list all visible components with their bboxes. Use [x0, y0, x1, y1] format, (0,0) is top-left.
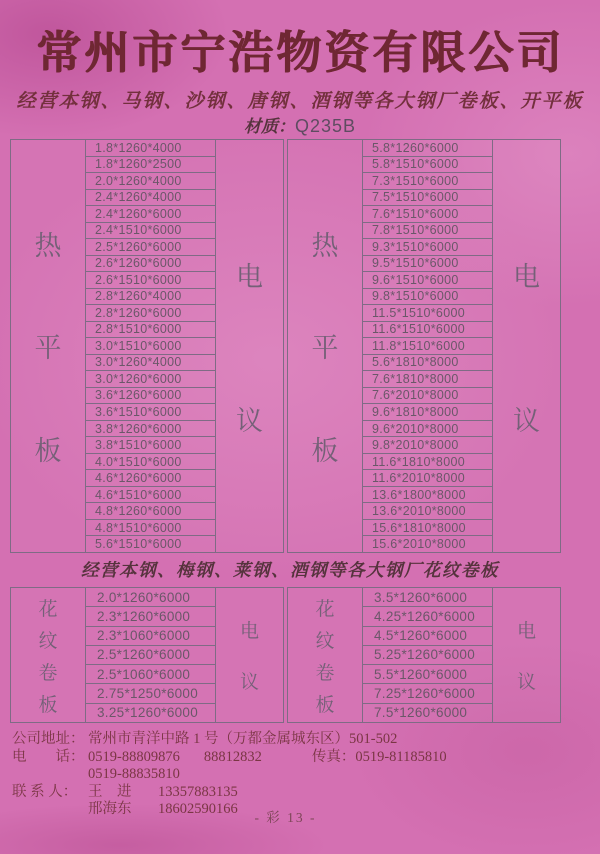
- size-cell: 11.5*1510*6000: [363, 305, 492, 322]
- size-cell: 2.5*1260*6000: [86, 239, 215, 256]
- size-cell: 1.8*1260*4000: [86, 140, 215, 157]
- size-cell: 7.3*1510*6000: [363, 173, 492, 190]
- business-scope-line1: 经营本钢、马钢、沙钢、唐钢、酒钢等各大钢厂卷板、开平板: [16, 91, 584, 112]
- fax-number: 0519-81185810: [355, 748, 447, 765]
- price-char: 电: [236, 261, 263, 292]
- material-label: 材质：: [243, 117, 295, 136]
- category-char: 板: [311, 436, 339, 467]
- checkered-plate-table-right: [287, 587, 561, 723]
- contact-1-phone: 13357883135: [158, 783, 238, 800]
- price-negotiable-label: [216, 140, 283, 552]
- contact-label: 联 系 人：: [12, 783, 78, 800]
- category-char: 花: [315, 598, 335, 620]
- size-cell: 3.0*1260*4000: [86, 355, 215, 372]
- size-cell: 4.6*1510*6000: [86, 487, 215, 504]
- size-cell: 5.8*1510*6000: [363, 157, 492, 174]
- size-cell: 2.8*1260*6000: [86, 305, 215, 322]
- size-cell: 2.0*1260*4000: [86, 173, 215, 190]
- category-label-hot-plate: [288, 140, 363, 552]
- size-cell: 13.6*1800*8000: [363, 487, 492, 504]
- price-char: 议: [513, 405, 540, 436]
- size-cell: 5.6*1510*6000: [95, 537, 182, 552]
- size-cell: 4.8*1260*6000: [86, 503, 215, 520]
- size-cell: 2.8*1510*6000: [86, 322, 215, 339]
- size-cell: 5.5*1260*6000: [363, 665, 492, 684]
- size-cell: 3.6*1260*6000: [86, 388, 215, 405]
- size-cell: 7.6*1810*8000: [363, 371, 492, 388]
- size-cell: 4.25*1260*6000: [363, 607, 492, 626]
- business-scope-line2: 经营本钢、梅钢、莱钢、酒钢等各大钢厂花纹卷板: [81, 560, 499, 580]
- fax-label: 传真：: [311, 748, 356, 765]
- size-cell: 2.0*1260*6000: [86, 588, 215, 607]
- size-cell: 2.75*1250*6000: [86, 684, 215, 703]
- size-cell: 7.25*1260*6000: [363, 684, 492, 703]
- category-char: 热: [311, 230, 339, 261]
- company-title: 常州市宁浩物资有限公司: [35, 28, 564, 78]
- size-cell: 2.5*1060*6000: [86, 665, 215, 684]
- size-cell: 7.6*2010*8000: [363, 388, 492, 405]
- size-cell: 1.8*1260*2500: [86, 157, 215, 174]
- price-char: 电: [516, 621, 536, 642]
- price-char: 议: [516, 672, 536, 693]
- address-label: 公司地址：: [12, 731, 85, 747]
- size-cell: 2.3*1260*6000: [86, 607, 215, 626]
- category-char: 板: [38, 694, 58, 716]
- phone-number-2: 88812832: [203, 748, 262, 765]
- contact-2-name: 邢海东: [88, 801, 132, 817]
- category-char: 花: [38, 598, 58, 620]
- size-cell: 9.6*1810*8000: [363, 404, 492, 421]
- size-cell: 4.8*1510*6000: [86, 520, 215, 537]
- size-cell: 13.6*2010*8000: [363, 503, 492, 520]
- size-cell: 5.6*1810*8000: [363, 355, 492, 372]
- hot-plate-table: [10, 139, 561, 553]
- category-char: 平: [311, 333, 339, 364]
- size-cell: 4.6*1260*6000: [86, 470, 215, 487]
- category-char: 热: [34, 230, 62, 261]
- size-cell: 2.6*1260*6000: [86, 256, 215, 273]
- contact-line-1: [12, 784, 572, 801]
- price-char: 议: [239, 672, 259, 693]
- size-cell: 11.6*1810*8000: [363, 454, 492, 471]
- size-cell: 3.0*1510*6000: [86, 338, 215, 355]
- size-cell: 2.8*1260*4000: [86, 289, 215, 306]
- price-negotiable-label: [493, 140, 560, 552]
- size-list: [363, 588, 493, 722]
- size-list: [363, 140, 493, 552]
- size-cell: 7.8*1510*6000: [363, 223, 492, 240]
- phone-number-3: 0519-88835810: [88, 766, 180, 782]
- price-char: 电: [239, 621, 259, 642]
- category-char: 纹: [315, 630, 335, 652]
- hot-plate-table-left: [10, 139, 284, 553]
- address-value: 常州市青洋中路 1 号（万都金属城东区）501-502: [88, 731, 398, 747]
- size-cell: 5.25*1260*6000: [363, 646, 492, 665]
- size-cell: 3.6*1510*6000: [86, 404, 215, 421]
- phone-label: 电 话：: [12, 748, 85, 765]
- contact-2-phone: 18602590166: [158, 801, 238, 817]
- size-cell: 7.5*1260*6000: [374, 705, 468, 721]
- size-cell: 9.5*1510*6000: [363, 256, 492, 273]
- indent-spacer: [12, 766, 88, 783]
- size-cell: 3.8*1510*6000: [86, 437, 215, 454]
- category-label-hot-plate: [11, 140, 86, 552]
- phone-line: [12, 749, 572, 766]
- size-cell: 2.4*1260*4000: [86, 190, 215, 207]
- size-list: [86, 588, 216, 722]
- phone-line-2: [12, 766, 572, 783]
- category-label-checkered-plate: [288, 588, 363, 722]
- size-cell: 4.5*1260*6000: [363, 627, 492, 646]
- price-char: 电: [513, 261, 540, 292]
- size-cell: 2.5*1260*6000: [86, 646, 215, 665]
- size-cell: 11.8*1510*6000: [363, 338, 492, 355]
- size-cell: 9.8*2010*8000: [363, 437, 492, 454]
- category-char: 平: [34, 333, 62, 364]
- category-char: 卷: [315, 662, 335, 684]
- size-cell: 11.6*2010*8000: [363, 470, 492, 487]
- category-char: 板: [315, 694, 335, 716]
- price-negotiable-label: [216, 588, 283, 722]
- material-value: Q235B: [294, 116, 357, 136]
- size-cell: 7.6*1510*6000: [363, 206, 492, 223]
- price-char: 议: [236, 405, 263, 436]
- checkered-plate-table-left: [10, 587, 284, 723]
- phone-number-1: 0519-88809876: [88, 748, 180, 765]
- category-label-checkered-plate: [11, 588, 86, 722]
- size-cell: 2.3*1060*6000: [86, 627, 215, 646]
- checkered-plate-table: [10, 587, 561, 723]
- contact-1-name: 王 进: [88, 783, 132, 800]
- size-cell: 3.8*1260*6000: [86, 421, 215, 438]
- size-cell: 4.0*1510*6000: [86, 454, 215, 471]
- hot-plate-table-right: [287, 139, 561, 553]
- address-line: [12, 731, 572, 748]
- size-cell: 3.5*1260*6000: [363, 588, 492, 607]
- size-cell: 11.6*1510*6000: [363, 322, 492, 339]
- size-cell: 2.6*1510*6000: [86, 272, 215, 289]
- size-cell: 9.6*2010*8000: [363, 421, 492, 438]
- category-char: 卷: [38, 662, 58, 684]
- size-cell: 9.6*1510*6000: [363, 272, 492, 289]
- size-cell: 7.5*1510*6000: [363, 190, 492, 207]
- material-line: [0, 112, 600, 137]
- size-cell: 3.25*1260*6000: [97, 705, 199, 721]
- size-cell: 9.3*1510*6000: [363, 239, 492, 256]
- price-negotiable-label: [493, 588, 560, 722]
- size-cell: 9.8*1510*6000: [363, 289, 492, 306]
- size-cell: 15.6*2010*8000: [372, 537, 466, 552]
- category-char: 纹: [38, 630, 58, 652]
- size-cell: 3.0*1260*6000: [86, 371, 215, 388]
- category-char: 板: [34, 436, 62, 467]
- page-number: - 彩 13 -: [254, 810, 317, 825]
- size-cell: 5.8*1260*6000: [363, 140, 492, 157]
- size-cell: 2.4*1260*6000: [86, 206, 215, 223]
- size-cell: 15.6*1810*8000: [363, 520, 492, 537]
- size-cell: 2.4*1510*6000: [86, 223, 215, 240]
- size-list: [86, 140, 216, 552]
